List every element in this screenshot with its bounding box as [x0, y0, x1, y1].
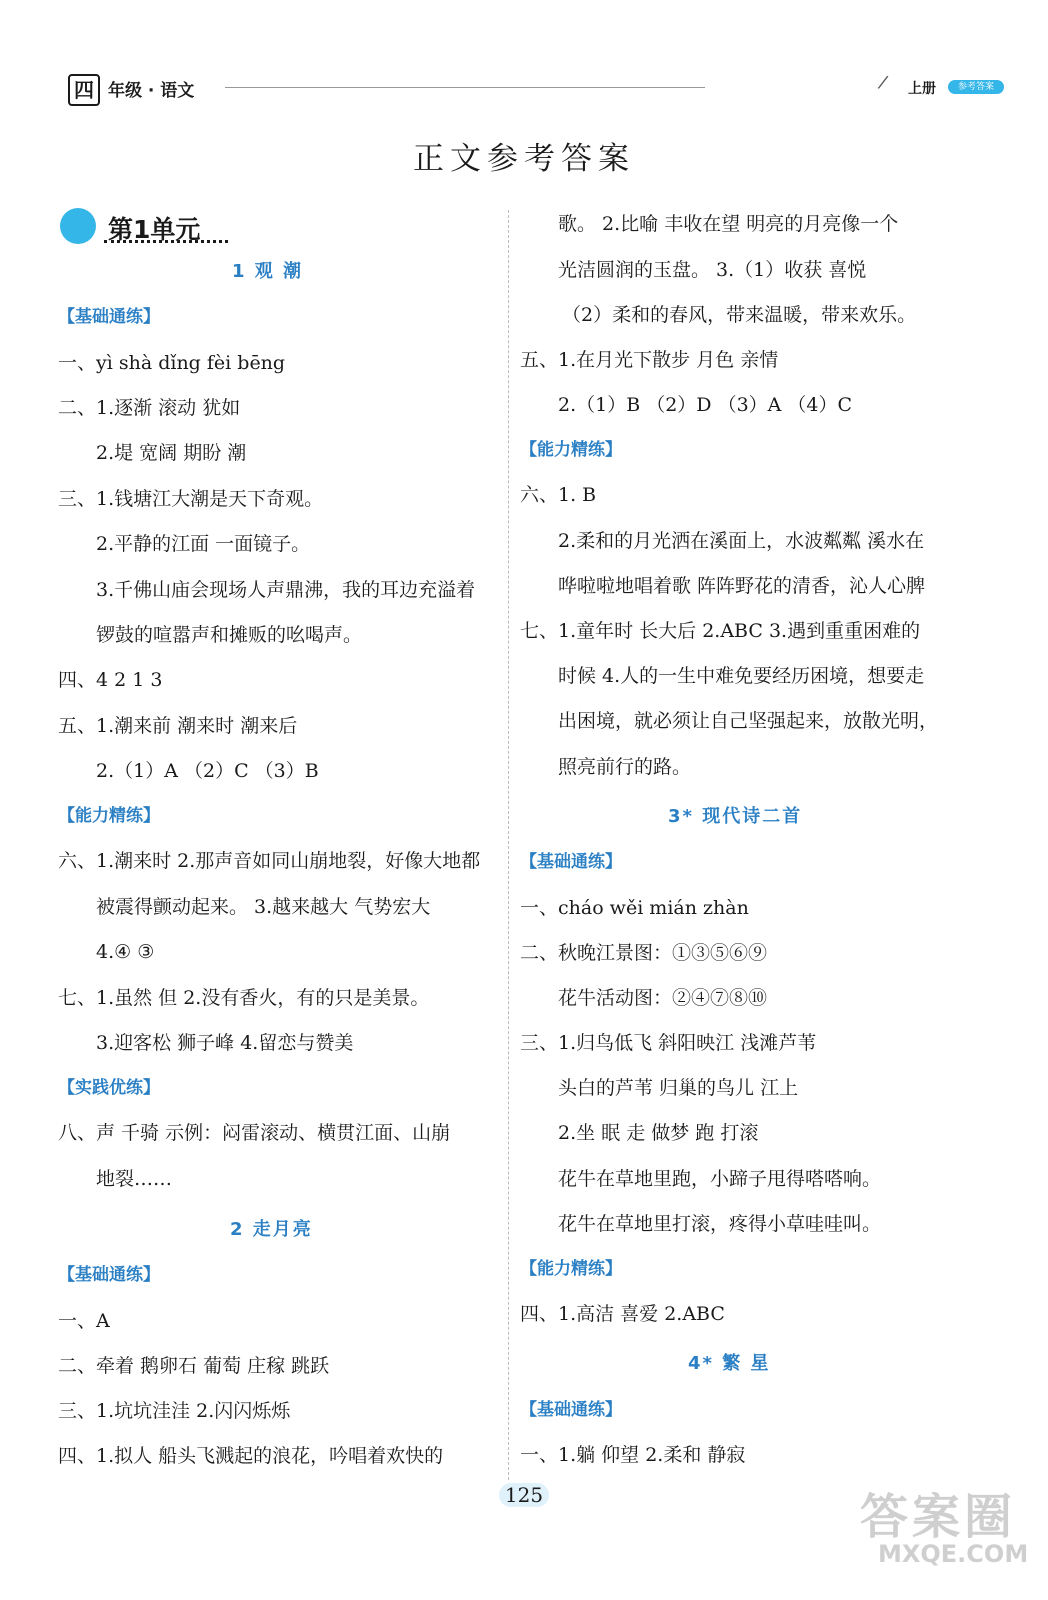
answer-line: 3.千佛山庙会现场人声鼎沸，我的耳边充溢着: [96, 579, 476, 601]
watermark-url: MXQE.COM: [878, 1540, 1029, 1568]
answer-line: 四、4 2 1 3: [58, 669, 163, 691]
answer-badge: 参考答案: [948, 80, 1004, 94]
section-label: 【基础通练】: [58, 307, 160, 327]
section-label: 【实践优练】: [58, 1078, 160, 1098]
answer-line: 2.堤 宽阔 期盼 潮: [96, 442, 247, 464]
answer-line: 头白的芦苇 归巢的鸟儿 江上: [558, 1077, 799, 1099]
answer-line: 二、1.逐渐 滚动 犹如: [58, 397, 241, 419]
answer-line: 二、牵着 鹅卵石 葡萄 庄稼 跳跃: [58, 1355, 330, 1377]
unit-underline: [104, 240, 228, 243]
section-label: 【基础通练】: [58, 1265, 160, 1285]
section-label: 【基础通练】: [520, 1400, 622, 1420]
section-label: 【能力精练】: [520, 1259, 622, 1279]
answer-line: （2）柔和的春风，带来温暖，带来欢乐。: [562, 304, 917, 326]
answer-line: 六、1.潮来时 2.那声音如同山崩地裂，好像大地都: [58, 850, 481, 872]
answer-line: 三、1.归鸟低飞 斜阳映江 浅滩芦苇: [520, 1032, 817, 1054]
volume-label: 上册: [908, 81, 936, 97]
page-header: [60, 70, 994, 106]
answer-line: 三、1.坑坑洼洼 2.闪闪烁烁: [58, 1400, 291, 1422]
unit-circle-icon: [60, 208, 96, 244]
answer-line: 七、1.童年时 长大后 2.ABC 3.遇到重重困难的: [520, 620, 921, 642]
answer-line: 出困境，就必须让自己坚强起来，放散光明，: [558, 710, 939, 732]
unit-title: 第1单元: [108, 215, 201, 244]
lesson-title: 1 观 潮: [232, 261, 304, 282]
answer-line: 2.柔和的月光洒在溪面上，水波粼粼 溪水在: [558, 530, 925, 552]
answer-line: 六、1. B: [520, 484, 597, 506]
answer-line: 照亮前行的路。: [558, 756, 692, 778]
answer-line: 3.迎客松 狮子峰 4.留恋与赞美: [96, 1032, 354, 1054]
answer-line: 锣鼓的喧嚣声和摊贩的吆喝声。: [96, 624, 363, 646]
answer-line: 花牛在草地里打滚，疼得小草哇哇叫。: [558, 1213, 882, 1235]
answer-line: 光洁圆润的玉盘。 3.（1）收获 喜悦: [558, 259, 867, 281]
answer-line: 一、1.躺 仰望 2.柔和 静寂: [520, 1444, 746, 1466]
answer-line: 五、1.潮来前 潮来时 潮来后: [58, 715, 298, 737]
answer-line: 一、A: [58, 1310, 110, 1332]
header-rule: [225, 87, 705, 88]
answer-line: 时候 4.人的一生中难免要经历困境，想要走: [558, 665, 925, 687]
column-divider: [508, 210, 509, 1480]
lesson-title: 3* 现代诗二首: [668, 806, 803, 827]
header-slash: /: [876, 71, 890, 94]
answer-line: 2.（1）B （2）D （3）A （4）C: [558, 394, 853, 416]
lesson-title: 2 走月亮: [230, 1219, 313, 1240]
answer-line: 七、1.虽然 但 2.没有香火，有的只是美景。: [58, 987, 430, 1009]
answer-line: 四、1.拟人 船头飞溅起的浪花，吟唱着欢快的: [58, 1445, 444, 1467]
answer-line: 一、yì shà dǐng fèi bēng: [58, 352, 286, 374]
page-number: 125: [0, 1483, 1048, 1507]
watermark-text: 答案圈: [860, 1489, 1017, 1545]
answer-line: 一、cháo wěi mián zhàn: [520, 897, 749, 919]
answer-line: 八、声 千骑 示例：闷雷滚动、横贯江面、山崩: [58, 1122, 451, 1144]
answer-line: 哗啦啦地唱着歌 阵阵野花的清香，沁人心脾: [558, 575, 926, 597]
lesson-title: 4* 繁 星: [688, 1353, 771, 1374]
section-label: 【能力精练】: [58, 806, 160, 826]
answer-line: 五、1.在月光下散步 月色 亲情: [520, 349, 779, 371]
answer-line: 2.坐 眠 走 做梦 跑 打滚: [558, 1122, 759, 1144]
section-label: 【能力精练】: [520, 440, 622, 460]
answer-line: 花牛活动图：②④⑦⑧⑩: [558, 987, 768, 1009]
watermark-logo: [860, 1478, 1030, 1578]
answer-line: 三、1.钱塘江大潮是天下奇观。: [58, 488, 324, 510]
section-label: 【基础通练】: [520, 852, 622, 872]
grade-subject-label: 年级 · 语文: [108, 81, 195, 101]
answer-line: 2.平静的江面 一面镜子。: [96, 533, 311, 555]
answer-line: 2.（1）A （2）C （3）B: [96, 760, 319, 782]
page-title: 正文参考答案: [413, 141, 635, 177]
answer-line: 二、秋晚江景图：①③⑤⑥⑨: [520, 942, 768, 964]
answer-line: 四、1.高洁 喜爱 2.ABC: [520, 1303, 725, 1325]
answer-line: 4.④ ③: [96, 941, 155, 963]
answer-line: 花牛在草地里跑，小蹄子甩得嗒嗒响。: [558, 1168, 882, 1190]
answer-line: 地裂……: [96, 1168, 173, 1190]
answer-line: 歌。 2.比喻 丰收在望 明亮的月亮像一个: [558, 213, 899, 235]
answer-line: 被震得颤动起来。 3.越来越大 气势宏大: [96, 896, 431, 918]
grade-badge: 四: [68, 74, 100, 106]
